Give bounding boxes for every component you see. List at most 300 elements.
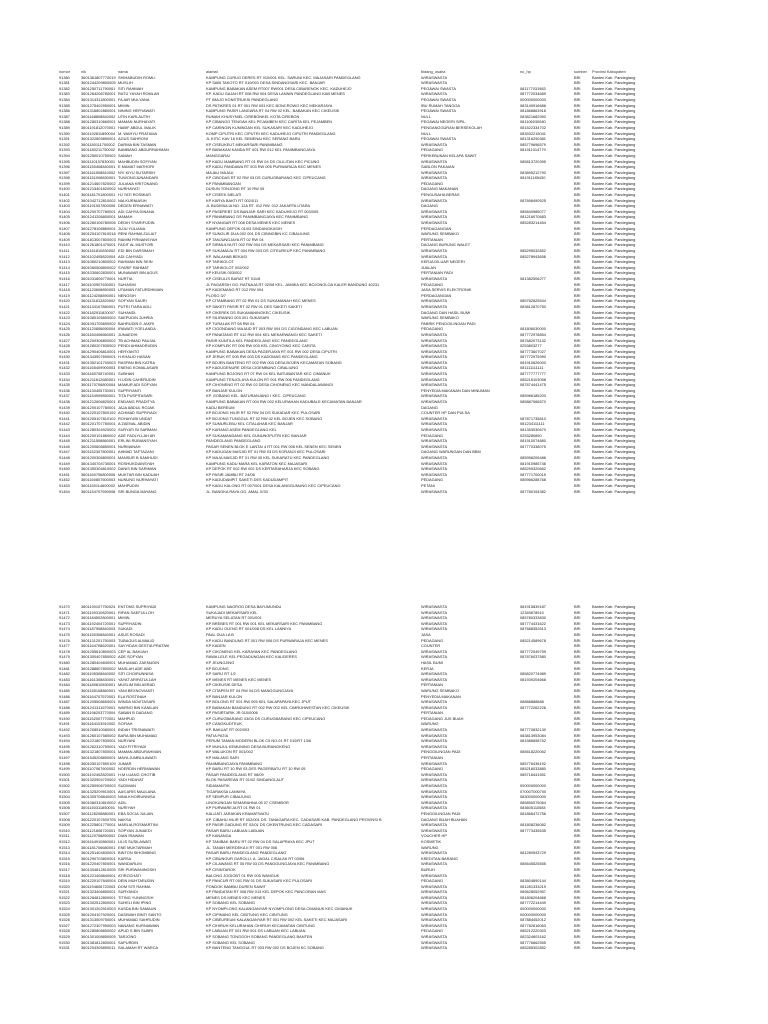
cell-nama: MARLIA ROSMARTINI (118, 822, 158, 828)
cell-bidang-usaha: WIRASWASTA (421, 354, 448, 360)
cell-bidang-usaha: PEGAWAI SWASTA (421, 136, 456, 142)
cell-nomor: 91480 (59, 659, 70, 665)
cell-alamat: KP PASEREBT DS BANJAR SARI KEC KADUHEJO RT 003/005 (206, 208, 319, 214)
cell-bidang-usaha: WIRASWASTA (421, 738, 448, 744)
cell-nama: H.M LUANG CHOTIB (118, 771, 156, 777)
cell-nik: 3601100907630001 (81, 281, 116, 287)
cell-alamat: LINGKUNGAN SEMARAHNA 05 07 CSEMBOR (206, 799, 289, 805)
cell-nik: 3601187908840003 (81, 626, 116, 632)
cell-nomor: 91515 (59, 855, 70, 861)
cell-nama: ELA ROSTINAH (118, 693, 147, 699)
cell-sumber: BRI (574, 466, 581, 472)
cell-alamat: KP MUNJUL KEMUNING DESA BURANGKENG (206, 743, 291, 749)
cell-nomor: 91410 (59, 242, 70, 248)
cell-nama: SITI RAHMAH (118, 85, 144, 91)
cell-provinsi-kabupaten: Banten Kab. Pandeglang (592, 788, 636, 794)
cell-nik: 3601161308830001 (81, 676, 116, 682)
cell-provinsi-kabupaten: Banten Kab. Pandeglang (592, 438, 636, 444)
cell-alamat: KP. CIBAHU HILIR RT 002/001 DS. TANAGARA KEC. CADASARI KAB. PANDEGLANG PROVINSI B (206, 816, 382, 822)
cell-bidang-usaha: PENGGILINGAN PADI (421, 810, 461, 816)
cell-nama: SUKADI (118, 626, 133, 632)
cell-nama: TARJONO (118, 934, 137, 940)
cell-nomor: 91510 (59, 827, 70, 833)
cell-nik: 3601192404720001 (81, 620, 116, 626)
cell-nik: 3601321807800001 (81, 749, 116, 755)
cell-sumber: BRI (574, 404, 581, 410)
cell-nik: 3601302512800001 (81, 900, 116, 906)
cell-sumber: BRI (574, 643, 581, 649)
cell-sumber: BRI (574, 175, 581, 181)
cell-nik: 3601290406810001 (81, 348, 116, 354)
cell-nik: 3601352101700003 (81, 359, 116, 365)
cell-provinsi-kabupaten: Banten Kab. Pandeglang (592, 371, 636, 377)
cell-provinsi-kabupaten: Banten Kab. Pandeglang (592, 186, 636, 192)
cell-alamat: KP SIRMULYA RT 002 RW 004 DS MEKARSARI KEC PANIMBANG (206, 242, 324, 248)
cell-nomor: 91493 (59, 732, 70, 738)
cell-provinsi-kabupaten: Banten Kab. Pandeglang (592, 158, 636, 164)
cell-sumber: BRI (574, 225, 581, 231)
cell-no-hp: 083932215041 (520, 130, 546, 136)
cell-nama: YAYAT ARIFATULLAH (118, 676, 157, 682)
cell-nik: 3601221408840001 (81, 872, 116, 878)
cell-alamat: KP KARYA BAKTI RT 002/011 (206, 197, 259, 203)
cell-no-hp: 087772049759 (520, 648, 546, 654)
cell-sumber: BRI (574, 136, 581, 142)
cell-bidang-usaha: PENGANGGURAN BERSEKOLAH (421, 124, 482, 130)
cell-no-hp: 081216070683 (520, 214, 546, 220)
cell-nomor: 91514 (59, 850, 70, 856)
cell-nik: 3601250711790001 (81, 85, 116, 91)
cell-no-hp: 081866472756 (520, 810, 546, 816)
header-no-hp: no_hp (520, 69, 531, 74)
cell-nik: 3601161508810002 (81, 169, 116, 175)
cell-nomor: 91497 (59, 755, 70, 761)
cell-nomor: 91438 (59, 399, 70, 405)
cell-sumber: BRI (574, 631, 581, 637)
cell-alamat: KP SUKAMAJU RT 004 RW 003 DS CITEUREUP KEC PANIMBANG (206, 248, 326, 253)
cell-nama: LILIS SUSILAWATI (118, 838, 152, 844)
cell-alamat: KP BOJONG TUNGGUL RT 02 RW 02 KEL BOJEN KEC SOBANG (206, 415, 323, 421)
cell-provinsi-kabupaten: Banten Kab. Pandeglang (592, 643, 636, 649)
cell-nama: SUDIMAN (118, 783, 136, 788)
cell-nik: 3601165409900003 (81, 365, 116, 371)
cell-sumber: BRI (574, 922, 581, 928)
cell-nama: PENDI AHMADRUDIN (118, 343, 158, 349)
cell-sumber: BRI (574, 810, 581, 816)
cell-bidang-usaha: DAGANG (421, 203, 438, 209)
cell-provinsi-kabupaten: Banten Kab. Pandeglang (592, 710, 636, 716)
cell-bidang-usaha: WIRASWASTA (421, 917, 448, 923)
cell-no-hp: 083895212790 (520, 169, 546, 175)
cell-provinsi-kabupaten: Banten Kab. Pandeglang (592, 749, 636, 755)
cell-sumber: BRI (574, 609, 581, 615)
cell-provinsi-kabupaten: Banten Kab. Pandeglang (592, 102, 636, 108)
cell-bidang-usaha: PABRIK PENGGILINGAN PADI (421, 320, 476, 326)
cell-alamat: MAJAU MAJAU (206, 169, 234, 175)
cell-alamat: KAMPUNG BABAKAN ASEM RT007 RW001 DESA CIBARENOK KEC. KADUHEJO (206, 85, 352, 91)
cell-provinsi-kabupaten: Banten Kab. Pandeglang (592, 259, 636, 265)
cell-sumber: BRI (574, 359, 581, 365)
cell-nama: WINDA NOVITASARI (118, 699, 156, 705)
cell-bidang-usaha: PENYEDIA MAKANAN DAN MINUMAN (421, 387, 490, 393)
cell-alamat: KP CIHIRUH KELURAHAN CIHIRUH KECAMATAN CIBITUNG (206, 922, 315, 928)
cell-provinsi-kabupaten: Banten Kab. Pandeglang (592, 432, 636, 438)
cell-nomor: 91422 (59, 309, 70, 315)
cell-sumber: BRI (574, 777, 581, 783)
cell-nama: TITING YUNINGSIH (118, 894, 154, 900)
cell-no-hp: 0253280890 (520, 432, 542, 438)
cell-nama: SURYANDI (118, 889, 138, 895)
cell-sumber: BRI (574, 743, 581, 749)
cell-nomor: 91412 (59, 253, 70, 259)
cell-alamat: MANGGARAI (206, 152, 230, 158)
cell-nomor: 91393 (59, 147, 70, 153)
cell-bidang-usaha: WIRASWASTA (421, 620, 448, 626)
cell-sumber: BRI (574, 911, 581, 917)
cell-alamat: KP LABUAN RT 001 RW 001 DS LABUAN KEC LABUAN (206, 928, 306, 934)
cell-bidang-usaha: PEDAGANG (421, 928, 444, 934)
cell-bidang-usaha: WIRASWASTA (421, 822, 448, 828)
cell-nama: ENTONG SUPRIYADI (118, 604, 157, 609)
cell-nomor: 91429 (59, 348, 70, 354)
cell-nama: JUJU YULIANA (118, 225, 146, 231)
cell-nomor: 91518 (59, 872, 70, 878)
cell-alamat: KP CIPINANG KEL CIBITUNG KEC CIBITUNG (206, 911, 288, 917)
cell-alamat: KP PASIRTARIK JR 010/0006 (206, 710, 258, 716)
cell-sumber: BRI (574, 850, 581, 856)
cell-nik: 3601120708890002 (81, 833, 116, 839)
cell-bidang-usaha: WIRASWASTA (421, 141, 448, 147)
table-row (58, 489, 698, 495)
cell-no-hp: 087780194382 (520, 488, 546, 494)
cell-nama: SUHELI BIN IPING (118, 900, 152, 906)
cell-nik: 3601152007770001 (81, 715, 116, 721)
cell-nama: ROHAYUBI UNDAT (118, 415, 153, 421)
cell-alamat: KP SARIJ RT 1/2 (206, 671, 236, 677)
cell-nama: SUBHAN (118, 371, 135, 377)
cell-provinsi-kabupaten: Banten Kab. Pandeglang (592, 421, 636, 427)
cell-alamat: KP PANATANG RT 012 RW 004 KEL MEKARWANGI KEC SAKETI (206, 331, 322, 337)
cell-alamat: KP MAJA MASJID RT 01 RW 05 KEL SUKARATU KEC PANDEGLANG (206, 454, 330, 460)
cell-alamat: MERUYA SELATAN RT 001/001 (206, 615, 262, 621)
cell-no-hp: 081280543729 (520, 850, 546, 856)
cell-nomor: 91508 (59, 816, 70, 822)
cell-bidang-usaha: SABLON PAKAIAN (421, 164, 455, 170)
cell-provinsi-kabupaten: Banten Kab. Pandeglang (592, 320, 636, 326)
cell-alamat: KP CIKONENG KEL KARAYAN KEC PANDEGLANG (206, 648, 298, 654)
cell-nama: AGUS SAHRONI (118, 136, 148, 142)
cell-alamat: KP BANJAR KULON (206, 693, 243, 699)
cell-nik: 3601126208880001 (81, 810, 116, 816)
cell-nik: 3601195308840002 (81, 671, 116, 677)
cell-alamat: KP TANIBAK BARU RT 02 RW 04 DS SALAPRAYA KEC JPUT (206, 838, 315, 844)
cell-bidang-usaha: WIRASWASTA (421, 794, 448, 800)
cell-nomor: 91450 (59, 466, 70, 472)
cell-sumber: BRI (574, 872, 581, 878)
cell-nama: UTAMAN FATURDHIMAN (118, 287, 164, 293)
cell-alamat: KP BOJONG (206, 665, 229, 671)
cell-bidang-usaha: COUNTER (421, 643, 441, 649)
cell-provinsi-kabupaten: Banten Kab. Pandeglang (592, 687, 636, 693)
cell-nama: PUTRI TIARA ADLI (118, 303, 152, 309)
cell-alamat: KP KADEMANG RT 012 RW 004 (206, 287, 264, 293)
cell-alamat: KP CIHONENG RT 02 RW 02 DESA CIHONENG KEC MANDALAWANGI (206, 382, 333, 388)
cell-nik: 3601250906700003 (81, 783, 116, 788)
cell-no-hp: 081234111111 (520, 421, 545, 427)
cell-provinsi-kabupaten: Banten Kab. Pandeglang (592, 130, 636, 136)
cell-nik: 3601191007800006 (81, 203, 116, 209)
cell-nomor: 91476 (59, 637, 70, 643)
cell-sumber: BRI (574, 637, 581, 643)
cell-nomor: 91523 (59, 900, 70, 906)
cell-nomor: 91511 (59, 833, 70, 839)
cell-alamat: KP KADU BANDUNG RT 001 RW 006 DS PURWARAJA KEC MENES (206, 637, 328, 643)
cell-nama: NANANG KURNIAWAN (118, 922, 160, 928)
cell-sumber: BRI (574, 287, 581, 293)
cell-bidang-usaha: PERTANIAN PADI (421, 270, 453, 276)
cell-bidang-usaha: WIRASWASTA (421, 158, 448, 164)
cell-nomor: 91427 (59, 337, 70, 343)
cell-bidang-usaha: WIRASWASTA (421, 382, 448, 388)
cell-nama: ADI CAHYA DINANA (118, 208, 155, 214)
cell-sumber: BRI (574, 749, 581, 755)
cell-provinsi-kabupaten: Banten Kab. Pandeglang (592, 410, 636, 416)
cell-nik: 3601182911820007 (81, 309, 116, 315)
cell-sumber: BRI (574, 620, 581, 626)
cell-nama: NURIYAH (118, 805, 136, 811)
cell-sumber: BRI (574, 715, 581, 721)
cell-sumber: BRI (574, 158, 581, 164)
cell-sumber: BRI (574, 894, 581, 900)
cell-nik: 3601124208890001 (81, 292, 116, 298)
cell-provinsi-kabupaten: Banten Kab. Pandeglang (592, 471, 636, 477)
cell-sumber: BRI (574, 732, 581, 738)
cell-nomor: 91498 (59, 760, 70, 766)
cell-provinsi-kabupaten: Banten Kab. Pandeglang (592, 833, 636, 839)
cell-bidang-usaha: WIRASWASTA (421, 343, 448, 349)
cell-nama: NINA KHOIRUNNISA (118, 794, 156, 800)
cell-alamat: KP BABAKAN KANDA RT 001 RW 012 KEL PANIMBANGJAYA (206, 147, 316, 153)
cell-no-hp: 087898490525 (520, 197, 546, 203)
cell-bidang-usaha: PEDAGANG (421, 637, 444, 643)
cell-sumber: BRI (574, 387, 581, 393)
cell-nama: JUMAR (118, 760, 132, 766)
cell-nomor: 91473 (59, 620, 70, 626)
cell-nik: 3601180211750002 (81, 147, 116, 153)
cell-nomor: 91486 (59, 693, 70, 699)
cell-provinsi-kabupaten: Banten Kab. Pandeglang (592, 861, 636, 867)
cell-no-hp: 081316290381 (520, 136, 546, 142)
cell-alamat: KAMPUNG KADU MARA KEL KARATON KEC MAJASARI (206, 460, 308, 466)
cell-nik: 3601221807830001 (81, 738, 116, 744)
cell-sumber: BRI (574, 393, 581, 399)
cell-sumber: BRI (574, 721, 581, 727)
cell-nomor: 91470 (59, 604, 70, 609)
cell-alamat: KP CITAMBANG RT 02 RW 01 DS SUKAMANAH KEC MENES (206, 298, 316, 304)
cell-sumber: BRI (574, 270, 581, 276)
cell-sumber: BRI (574, 371, 581, 377)
cell-nik: 3601244209800005 (81, 80, 116, 86)
cell-alamat: KP BREBES RT 001 RW 001 KEL MEKARSARI KEC PANIMBANG (206, 620, 323, 626)
cell-nama: WANDARLIM (118, 861, 142, 867)
cell-nama: DOM SITI RAHMA (118, 883, 151, 889)
cell-bidang-usaha: WIRASWASTA (421, 359, 448, 365)
cell-no-hp: 087782616063 (520, 922, 546, 928)
cell-nomor: 91442 (59, 421, 70, 427)
cell-bidang-usaha: WIRASWASTA (421, 799, 448, 805)
cell-nama: ADIL (118, 799, 127, 805)
table-block-top (0, 69, 698, 494)
cell-nik: 3601323406850001 (81, 889, 116, 895)
cell-nik: 3601130405730001 (81, 387, 116, 393)
cell-provinsi-kabupaten: Banten Kab. Pandeglang (592, 108, 636, 114)
cell-alamat: KP SOBANG TONGGOH SOBANG PANDEGLANG BANTEN (206, 934, 313, 940)
cell-no-hp: 081910074880 (520, 438, 546, 444)
cell-nik: 3601155108860001 (81, 687, 116, 693)
cell-bidang-usaha: WIRASWASTA (421, 704, 448, 710)
cell-bidang-usaha: WIRASWASTA (421, 676, 448, 682)
cell-bidang-usaha: PERDAGANGAN (421, 292, 452, 298)
cell-sumber: BRI (574, 326, 581, 332)
cell-bidang-usaha: PEGAWAI NEGERI SIPIL (421, 119, 466, 125)
cell-bidang-usaha: COUNTER HP DAN PULSA (421, 410, 470, 416)
cell-nomor: 91436 (59, 387, 70, 393)
cell-nik: 3601361807770019 (81, 74, 116, 80)
cell-alamat: PONDOK BAMBU DUREN SAWIT (206, 883, 266, 889)
cell-nomor: 91506 (59, 805, 70, 811)
cell-provinsi-kabupaten: Banten Kab. Pandeglang (592, 466, 636, 472)
cell-alamat: KP KADEN (206, 643, 226, 649)
cell-sumber: BRI (574, 108, 581, 114)
cell-bidang-usaha: WIRASWASTA (421, 443, 448, 449)
cell-nama: ENE MUKTARMAH (118, 844, 152, 850)
cell-sumber: BRI (574, 454, 581, 460)
cell-no-hp: 087772034689 (520, 91, 546, 97)
cell-no-hp: 087772978854 (520, 331, 546, 337)
cell-nama: SAMAH (118, 152, 132, 158)
cell-alamat: KP CIBANGO TENGAH KEL PEJAMBEN KEC CARITA KEL PEJAMBEN (206, 119, 332, 125)
cell-bidang-usaha: WIRASWASTA (421, 771, 448, 777)
cell-sumber: BRI (574, 242, 581, 248)
cell-bidang-usaha: KERJA (421, 665, 434, 671)
cell-nomor: 91418 (59, 287, 70, 293)
cell-nomor: 91423 (59, 315, 70, 321)
cell-provinsi-kabupaten: Banten Kab. Pandeglang (592, 727, 636, 733)
cell-nama: DEIN MUHTARUDIN (118, 878, 155, 884)
cell-nomor: 91388 (59, 119, 70, 125)
cell-bidang-usaha: PEGAWAI SWASTA (421, 96, 456, 102)
cell-sumber: BRI (574, 102, 581, 108)
cell-alamat: KP PASIR GADUNG RT 02/01 DS CIKENTRUNG KEC CADASARI (206, 822, 323, 828)
cell-nik: 3601301202910003 (81, 906, 116, 912)
cell-nama: NURTIA (118, 275, 133, 281)
cell-nik: 3601151008830001 (81, 175, 116, 181)
cell-bidang-usaha: PENYEDIA MAKANAN (421, 693, 461, 699)
cell-no-hp: 000000000000 (520, 96, 546, 102)
cell-provinsi-kabupaten: Banten Kab. Pandeglang (592, 141, 636, 147)
cell-nomor: 91488 (59, 704, 70, 710)
cell-nik: 3601275402950001 (81, 102, 116, 108)
cell-nomor: 91443 (59, 427, 70, 432)
cell-provinsi-kabupaten: Banten Kab. Pandeglang (592, 799, 636, 805)
cell-nomor: 91428 (59, 343, 70, 349)
cell-provinsi-kabupaten: Banten Kab. Pandeglang (592, 883, 636, 889)
cell-nik: 3601060210800002 (81, 259, 116, 265)
cell-provinsi-kabupaten: Banten Kab. Pandeglang (592, 180, 636, 186)
cell-no-hp: 085278943656 (520, 253, 546, 259)
cell-nama: SRI BUNGA MAYANG (118, 488, 157, 494)
cell-sumber: BRI (574, 343, 581, 349)
cell-sumber: BRI (574, 231, 581, 237)
cell-provinsi-kabupaten: Banten Kab. Pandeglang (592, 945, 636, 951)
cell-alamat: KP PANDATAN RT 008 RW 013 KEL DEPOK KEC PANCORAN MAS (206, 889, 326, 895)
cell-nomor: 91430 (59, 354, 70, 360)
cell-nama: SITI CHOIRUNNISA (118, 671, 154, 677)
cell-nomor: 91433 (59, 371, 70, 377)
cell-nik: 3601160708740001 (81, 371, 116, 377)
cell-provinsi-kabupaten: Banten Kab. Pandeglang (592, 844, 636, 850)
cell-bidang-usaha: PEDAGANG (421, 432, 444, 438)
header-alamat: alamat (206, 69, 218, 74)
cell-alamat: KALIJATI JARAKAN KRAMATWATU (206, 810, 270, 816)
cell-provinsi-kabupaten: Banten Kab. Pandeglang (592, 665, 636, 671)
cell-nik: 3601160807600003 (81, 477, 116, 483)
cell-alamat: KP CIBUNGUR GAROLLI, A. JAGAL CISALAK RT 03/06 (206, 855, 305, 861)
cell-nama: NYI KIYU SUTARSIH (118, 169, 156, 175)
cell-nomor: 91396 (59, 164, 70, 170)
cell-no-hp: 089628052957 (520, 889, 546, 895)
cell-nik: 3601204107920001 (81, 911, 116, 917)
cell-alamat: KP CISEUKEUT MEKARSARI PANIMBANG (206, 141, 283, 147)
cell-sumber: BRI (574, 96, 581, 102)
cell-sumber: BRI (574, 443, 581, 449)
cell-nomor: 91382 (59, 85, 70, 91)
cell-sumber: BRI (574, 253, 581, 259)
cell-alamat: PASAR BARU PANDEGLANG PANDEGLANG (206, 850, 287, 856)
cell-bidang-usaha: WIRASWASTA (421, 861, 448, 867)
cell-nomor: 91474 (59, 626, 70, 632)
cell-nama: YADI FITRIYADI (118, 743, 147, 749)
cell-nama: MAYA JUMBULAWATI (118, 755, 157, 761)
cell-bidang-usaha: PERTANIAN (421, 236, 443, 242)
cell-provinsi-kabupaten: Banten Kab. Pandeglang (592, 91, 636, 97)
cell-nik: 3601150308840001 (81, 631, 116, 637)
cell-alamat: KP KADU KALONG RT 007/001 DESA KALANGGUNUNG KEC CIPEUCANG (206, 482, 341, 488)
cell-nik: 3601042712810002 (81, 197, 116, 203)
cell-nomor: 91395 (59, 158, 70, 164)
cell-alamat: KP BOLONG RT 001 RW 005 KEL SALAPAPAYA KEC JPUT (206, 699, 312, 705)
cell-nomor: 91526 (59, 917, 70, 923)
cell-nik: 3601131812820002 (81, 298, 116, 304)
cell-nama: KASDA BIN SAMAUN (118, 906, 157, 912)
cell-no-hp: 087774431622 (520, 620, 546, 626)
cell-bidang-usaha: WARUNG SEMBAKO (421, 231, 459, 237)
cell-nik: 3601200606850001 (81, 443, 116, 449)
cell-no-hp: 081106030080 (520, 119, 546, 125)
cell-provinsi-kabupaten: Banten Kab. Pandeglang (592, 393, 636, 399)
cell-no-hp: 085956206486 (520, 454, 546, 460)
cell-bidang-usaha: VOUCHER HP (421, 833, 447, 839)
cell-alamat: JL PAGARSIH GG. RATNAJA RT 02/08 KEL. JAMIKA KEC BOJONGLOA KALER BANDUNG 40231 (206, 281, 380, 287)
cell-provinsi-kabupaten: Banten Kab. Pandeglang (592, 699, 636, 705)
cell-no-hp: 08888888888 (520, 699, 544, 705)
cell-sumber: BRI (574, 427, 581, 432)
cell-alamat: KP CIKEREK DS SUKAMANINGKEC CIKEUSIK (206, 309, 291, 315)
cell-nomor: 91415 (59, 270, 70, 276)
cell-bidang-usaha: WIRASWASTA (421, 471, 448, 477)
cell-no-hp: 085283214454 (520, 220, 546, 226)
cell-nomor: 91392 (59, 141, 70, 147)
